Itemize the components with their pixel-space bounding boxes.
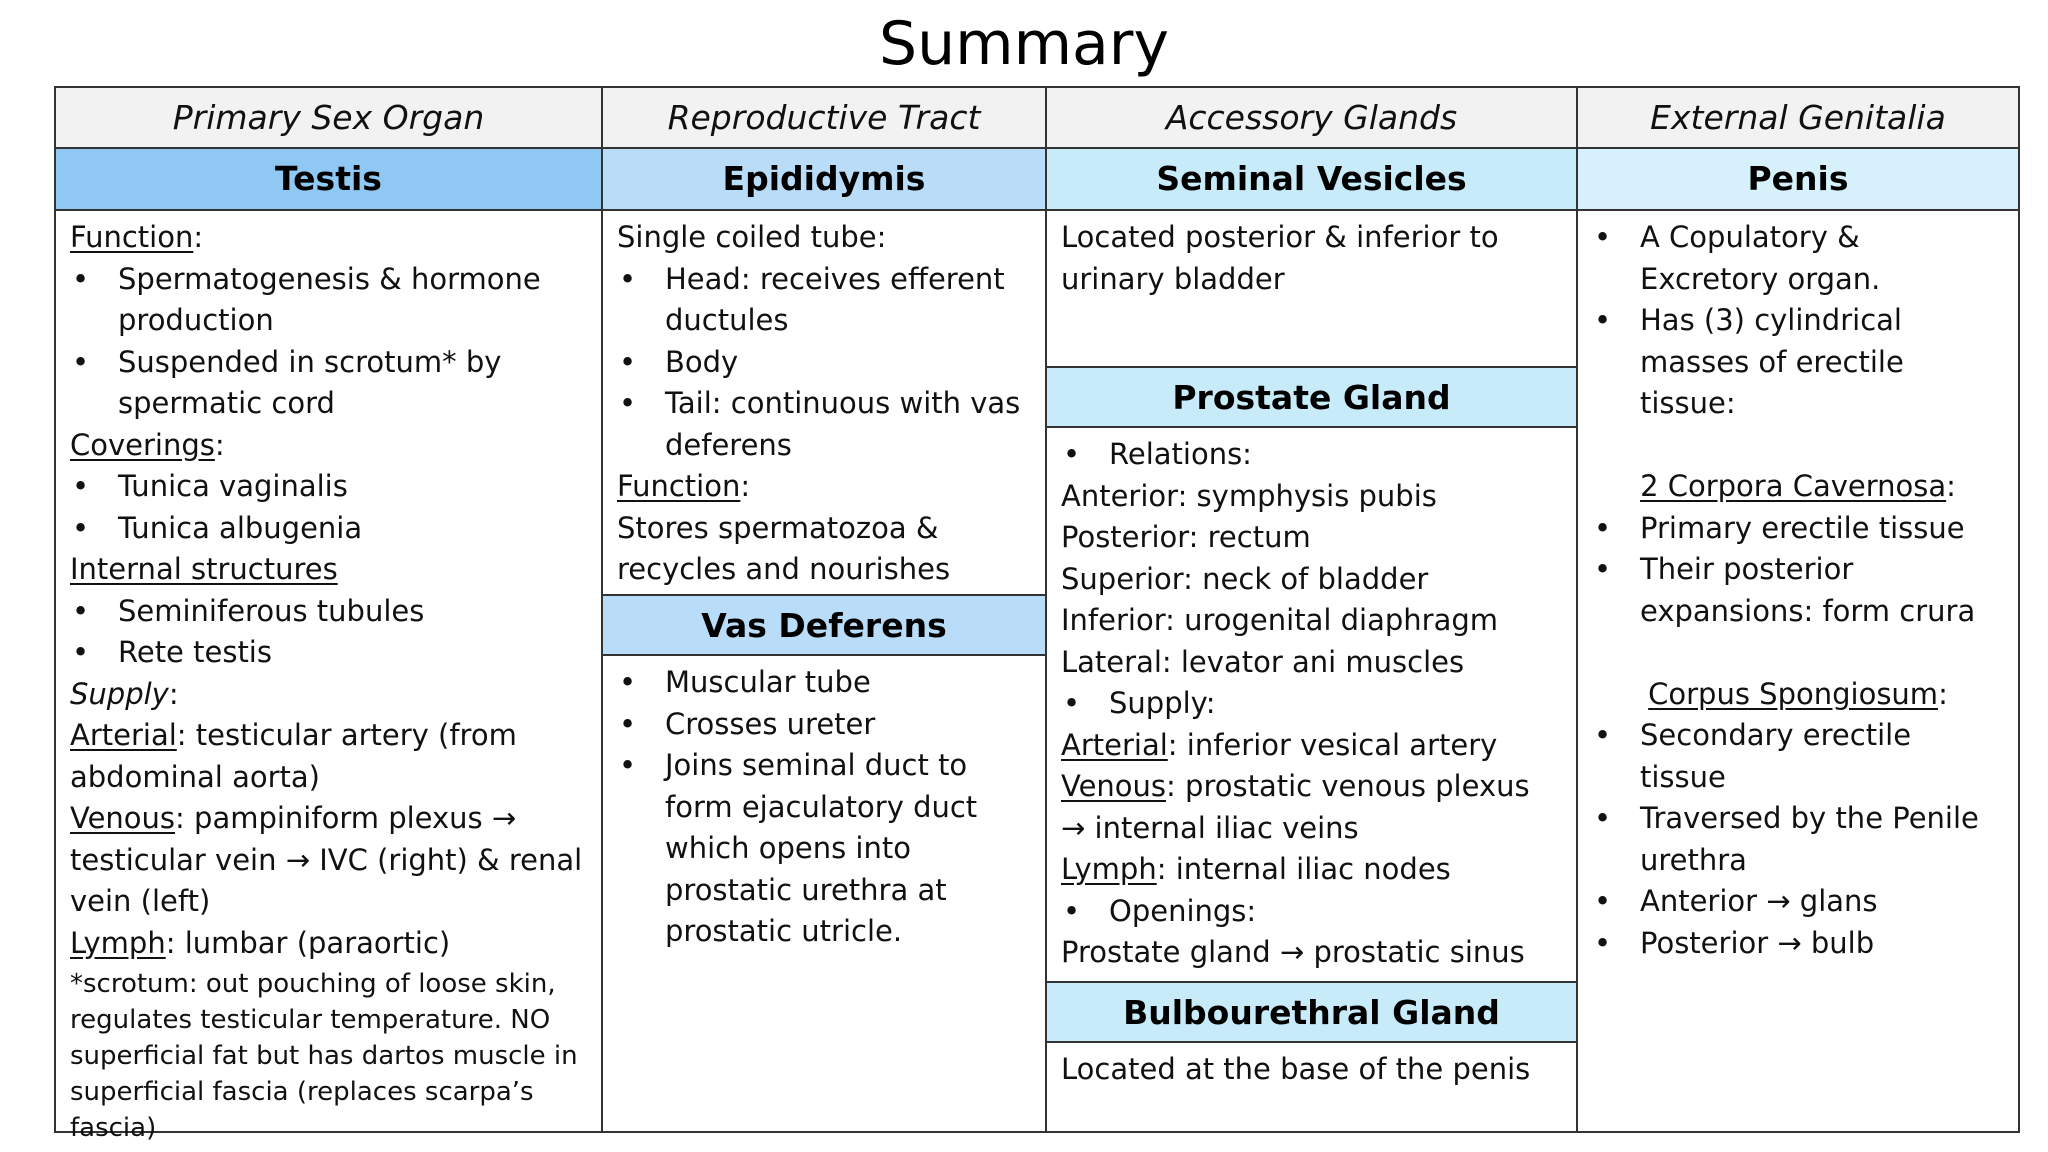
scrotum-note: *scrotum: out pouching of loose skin, regulates testicular temperature. NO superficial fat but has dartos muscle in superficial fascia (replaces scarpa’s fascia) xyxy=(70,969,578,1143)
list-item: • Relations: xyxy=(1063,437,1252,471)
list-item: • Primary erectile tissue xyxy=(1594,510,1965,545)
arterial-text: Arterial: inferior vesical artery xyxy=(1061,727,1498,762)
list-item: • Has (3) cylindrical masses of erectile tissue: xyxy=(1594,303,1904,420)
organ-header-bulbourethral: Bulbourethral Gland xyxy=(1047,981,1576,1043)
list-item: • Suspended in scrotum* by spermatic cord xyxy=(72,344,502,420)
column-external-genitalia xyxy=(1576,88,2018,1131)
arterial-text: Arterial: testicular artery (from abdominal aorta) xyxy=(70,718,517,794)
category-header: Reproductive Tract xyxy=(603,88,1045,149)
supply-label: Supply xyxy=(70,676,169,711)
list-item: • Posterior → bulb xyxy=(1594,925,1875,960)
organ-header-penis: Penis xyxy=(1578,149,2018,211)
penis-content: • A Copulatory & Excretory organ. • Has (3) cylindrical masses of erectile tissue: 2 Corpora Cavernosa: • Primary erectile tissue • Their posterior expansions: form crura Corpus Spongiosum: • Secondary erectile tissue • Traversed by the Penile urethra • Anterior → glans • Posterior → bulb xyxy=(1578,211,2018,964)
list-item: • Tunica vaginalis xyxy=(72,469,348,503)
venous-text: Venous: prostatic venous plexus → internal iliac veins xyxy=(1061,769,1530,845)
relation-line: Superior: neck of bladder xyxy=(1061,561,1429,596)
list-item: • Body xyxy=(619,344,739,379)
list-item: • Head: receives efferent ductules xyxy=(619,261,1005,337)
internal-structures-label: Internal structures xyxy=(70,552,338,586)
list-item: • Supply: xyxy=(1063,686,1216,720)
epididymis-intro: Single coiled tube: xyxy=(617,220,887,254)
list-item: • A Copulatory & Excretory organ. xyxy=(1594,220,1881,296)
page-title: Summary xyxy=(879,9,1169,79)
bulbourethral-text: Located at the base of the penis xyxy=(1061,1052,1531,1086)
category-header: Primary Sex Organ xyxy=(56,88,601,149)
organ-header-seminal-vesicles: Seminal Vesicles xyxy=(1047,149,1576,211)
epididymis-function-text: Stores spermatozoa & recycles and nourishes xyxy=(617,510,951,586)
seminal-vesicles-text: Located posterior & inferior to urinary bladder xyxy=(1061,220,1499,296)
organ-header-testis: Testis xyxy=(56,149,601,211)
list-item: • Joins seminal duct to form ejaculatory duct which opens into prostatic urethra at prostatic utricle. xyxy=(619,748,978,948)
list-item: • Anterior → glans xyxy=(1594,884,1878,918)
relation-line: Lateral: levator ani muscles xyxy=(1061,644,1465,679)
list-item: • Seminiferous tubules xyxy=(72,593,425,628)
list-item: • Traversed by the Penile urethra xyxy=(1594,801,1979,877)
function-label: Function xyxy=(617,469,741,503)
list-item: • Secondary erectile tissue xyxy=(1594,718,1912,794)
column-accessory-glands xyxy=(1045,88,1576,1131)
list-item: • Crosses ureter xyxy=(619,706,876,741)
function-label: Function xyxy=(70,220,194,254)
list-item: • Spermatogenesis & hormone production xyxy=(72,261,541,337)
summary-table xyxy=(54,86,2020,1143)
organ-header-epididymis: Epididymis xyxy=(603,149,1045,211)
venous-text: Venous: pampiniform plexus → testicular vein → IVC (right) & renal vein (left) xyxy=(70,801,583,918)
seminal-vesicles-content xyxy=(1047,211,1576,366)
relation-line: Anterior: symphysis pubis xyxy=(1061,478,1437,513)
organ-header-prostate: Prostate Gland xyxy=(1047,366,1576,428)
column-primary-sex-organ xyxy=(56,88,601,1143)
relation-line: Posterior: rectum xyxy=(1061,520,1311,554)
column-reproductive-tract xyxy=(601,88,1045,1131)
list-item: • Tunica albugenia xyxy=(72,510,363,545)
testis-content: Function: • Spermatogenesis & hormone production • Suspended in scrotum* by spermatic cord Coverings: • Tunica vaginalis • Tunica albugenia Internal structures • Seminiferous tubules • Rete testis Supply: Arterial: testicular artery (from abdominal aorta) Venous: pampiniform plexus → testicular vein → IVC (right) & renal vein (left) Lymph: lumbar (paraortic) *scrotum: out pouching of loose skin, regulates testicular temperature. NO superficial fat but has dartos muscle in superficial fascia (replaces scarpa’s fascia) xyxy=(56,211,601,1146)
corpus-spongiosum-label: Corpus Spongiosum xyxy=(1648,676,1939,711)
category-header: Accessory Glands xyxy=(1047,88,1576,149)
organ-header-vas-deferens: Vas Deferens xyxy=(603,594,1045,656)
epididymis-content: Single coiled tube: • Head: receives efferent ductules • Body • Tail: continuous with vas deferens Function: Stores spermatozoa & recycles and nourishes xyxy=(603,211,1045,594)
list-item: • Their posterior expansions: form crura xyxy=(1594,552,1976,628)
list-item: • Openings: xyxy=(1063,893,1257,928)
lymph-text: Lymph: lumbar (paraortic) xyxy=(70,925,451,960)
corpora-cavernosa-label: 2 Corpora Cavernosa xyxy=(1640,469,1947,503)
relation-line: Inferior: urogenital diaphragm xyxy=(1061,603,1498,637)
list-item: • Rete testis xyxy=(72,635,272,669)
coverings-label: Coverings xyxy=(70,427,215,462)
list-item: • Muscular tube xyxy=(619,665,871,699)
lymph-text: Lymph: internal iliac nodes xyxy=(1061,852,1451,886)
openings-text: Prostate gland → prostatic sinus xyxy=(1061,935,1525,969)
prostate-content xyxy=(1047,428,1576,981)
vas-deferens-content xyxy=(603,656,1045,953)
category-header: External Genitalia xyxy=(1578,88,2018,149)
bulbourethral-content xyxy=(1047,1043,1576,1091)
list-item: • Tail: continuous with vas deferens xyxy=(619,386,1021,462)
